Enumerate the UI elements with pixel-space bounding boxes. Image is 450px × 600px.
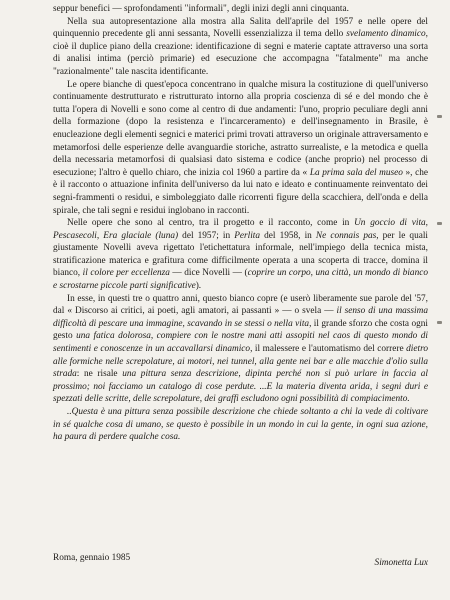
text-run: , cioè il duplice piano della creazione: identificazione di segni e materie captate attraverso una sorta di analisi intima (perciò primarie) ed esecuzione che accompagna "fatalmente" ma anche "razionalmente" tale nascita identificante. [53, 29, 428, 77]
paragraph [53, 16, 428, 79]
italic-quote: dietro alle formiche nelle screpolature, ai motori, nei tunnel, alla gente nei bar e alle macchie d'olio sulla strada [53, 344, 428, 380]
place-date: Roma, gennaio 1985 [53, 553, 131, 563]
text-run: seppur benefici — sprofondamenti "informali", degli inizi degli anni cinquanta. [53, 4, 349, 14]
text-run: : ne risale [76, 369, 123, 380]
text-run: del 1958, in [260, 230, 316, 241]
paragraph [53, 79, 428, 218]
body-text [53, 3, 428, 444]
italic-quote: ..Questa è una pittura senza possibile descrizione che chiede soltanto a chi la vede di coltivare in sé qualche cosa di umano, se questo è possibile in un mondo in cui la gente, in ogni sua azione, ha paura di perdere qualche cosa. [53, 407, 428, 443]
signature: Simonetta Lux [374, 558, 428, 568]
text-run: Nelle opere che sono al centro, tra il progetto e il racconto, come in [67, 218, 355, 229]
closing-line [53, 553, 428, 568]
italic-quote: svelamento dinamico [346, 29, 426, 40]
text-run: , per le quali giustamente Novelli aveva rigettato l'etichettatura informale, nell'impiego della tecnica mista, stratificazione materica e grafitura come difficilmente operata a una scoperta di tracce, domina il bianco, [53, 230, 429, 279]
paragraph [53, 217, 428, 293]
text-run: , il malessere e l'automatismo del correre [250, 344, 407, 355]
italic-quote: il colore per eccellenza [82, 268, 170, 279]
paragraph [53, 406, 428, 444]
italic-quote: coprire un corpo, una città, un mondo di bianco e scrostarne piccole parti significative [53, 268, 428, 292]
binding-mark [437, 115, 442, 118]
italic-quote: il senso di una massima difficoltà di pescare una immagine, scavando in se stessi o nella vita [53, 306, 428, 329]
italic-quote: La prima sala del museo [309, 167, 403, 178]
text-run: del 1957; in [178, 230, 235, 241]
paragraph [53, 3, 428, 16]
text-run: In esse, in questi tre o quattro anni, questo bianco copre (e userò liberamente sue parole del '57, dal « Discorso ai critici, ai poeti, agli amatori, ai passanti » — o svela — [53, 293, 428, 317]
text-run: ). [195, 281, 202, 292]
binding-mark [437, 222, 442, 225]
italic-quote: Perlita [234, 230, 261, 241]
italic-quote: una pittura senza descrizione, dipinta perché non si può urlare in faccia al prossimo; noi facciamo un catalogo di cose perdute. ...E la materia diventa arida, i segni duri e spezzati delle scritte, delle screpolature, dei graffi escludono ogni possibilità di compiacimento. [53, 369, 429, 405]
italic-quote: Ne connais pas [315, 230, 377, 241]
italic-quote: Un goccio di vita, Pescasecoli, Era glaciale (luna) [53, 218, 428, 241]
text-run: », che è il racconto o attuazione infinita dell'universo da lui nato e ideato e continuamente reinventato dei segni-frammenti o residui, e simboleggiato dalle ricorrenti figure della scacchiera, dell'onda e della spirale, che tali segni e residui inglobano in racconti. [53, 167, 428, 216]
binding-mark [437, 321, 442, 324]
paragraph [53, 293, 428, 406]
italic-quote: una fatica dolorosa, compiere con le nostre mani atti assopiti nel caos di questo mondo di sentimenti e conoscenze in un accavallarsi dinamico [53, 331, 428, 355]
text-run: , il grande sforzo che costa ogni gesto [53, 318, 428, 342]
text-run: Nella sua autopresentazione alla mostra alla Salita dell'aprile del 1957 e nelle opere del quinquennio precedente gli anni sessanta, Novelli essenzializza il tema dello [53, 16, 428, 40]
text-run: Le opere bianche di quest'epoca concentrano in qualche misura la costituzione di quell'universo continuamente destrutturato e ristrutturato intorno alla propria coscienza di sé e del mondo che è tutta l'opera di Novelli e sono come al centro di due andamenti: l'uno, proprio peculiare degli anni della formazione (dopo la resistenza e l'incarceramento) e dell'insegnamento in Brasile, è enucleazione degli elementi segnici e materici primi trovati attraverso un originale attraversamento e metamorfosi delle esperienze delle avanguardie storiche, astratto surrealiste, e la metodica e quella della necessaria metamorfosi di qualsiasi dato sistema e codice (anche proprio) nel processo di esecuzione; l'altro è quello chiaro, che inizia col 1960 a partire da « [53, 79, 428, 178]
text-run: — dice Novelli — ( [169, 268, 248, 279]
